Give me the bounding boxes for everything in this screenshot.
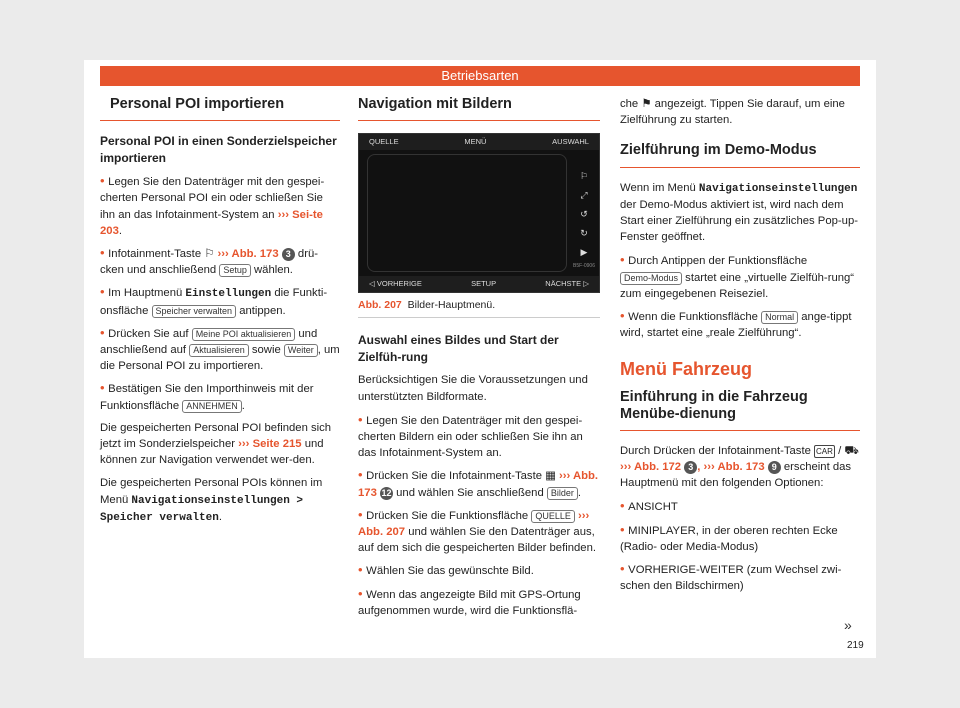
- screen-auswahl-label: AUSWAHL: [552, 137, 589, 147]
- bullet-item: • Legen Sie den Datenträger mit den gespei-cherten Personal POI ein oder schließen Sie ihn an das Infotainment-System an ››› Sei-te 203.: [100, 173, 325, 237]
- section-title-bilder: Navigation mit Bildern: [358, 96, 600, 121]
- flag-icon: ⚐: [204, 248, 215, 261]
- normal-label: Normal: [761, 311, 798, 324]
- screen-naechste-label: NÄCHSTE ▷: [545, 279, 589, 289]
- paragraph: che ⚑ angezeigt. Tippen Sie darauf, um eine Zielführung zu starten.: [620, 98, 845, 127]
- figure-reference[interactable]: ››› Abb. 172: [620, 461, 682, 474]
- callout-number: 3: [684, 461, 697, 474]
- column-3: [620, 96, 860, 600]
- page-reference[interactable]: ››› Seite 215: [238, 438, 302, 451]
- setup-button-label: Setup: [219, 264, 251, 277]
- section-title-poi: Personal POI importieren: [100, 96, 340, 121]
- bullet-item: • Bestätigen Sie den Importhinweis mit der Funktionsfläche ANNEHMEN .: [100, 380, 314, 412]
- bullet-dot-icon: •: [620, 498, 629, 514]
- flag-icon: ⚐: [579, 171, 589, 182]
- bullet-item: • Drücken Sie die Funktionsfläche QUELLE ››› Abb. 207 und wählen Sie den Datenträger aus, auf dem sich die gespeicherten Bilder befinden.: [358, 506, 597, 555]
- bullet-item: • Drücken Sie die Infotainment-Taste ▦ ››› Abb. 173 12 und wählen Sie anschließend Bilder .: [358, 467, 599, 499]
- bullet-dot-icon: •: [620, 521, 629, 537]
- screen-menu-label: MENÜ: [464, 137, 487, 147]
- car-menu-icon: ⛟: [844, 444, 859, 457]
- bullet-item: • VORHERIGE-WEITER (zum Wechsel zwi-schen den Bildschirmen): [620, 561, 842, 593]
- rotate-left-icon: ↺: [580, 209, 588, 220]
- continue-marker: »: [844, 617, 852, 633]
- figure-reference[interactable]: , ››› Abb. 173: [697, 461, 765, 474]
- annehmen-label: ANNEHMEN: [182, 400, 242, 413]
- fullscreen-icon: ⤢: [580, 190, 588, 201]
- bullet-dot-icon: •: [358, 467, 367, 483]
- screen-image-area: [367, 154, 567, 272]
- car-icon: CAR: [816, 446, 833, 456]
- bullet-dot-icon: •: [358, 411, 367, 427]
- bullet-item: • Drücken Sie auf Meine POI aktualisieren und anschließend auf Aktualisieren sowie Weiter , um die Personal POI zu importieren.: [100, 324, 340, 373]
- flag-icon: ⚑: [641, 98, 652, 110]
- bullet-item: • Wählen Sie das gewünschte Bild.: [358, 562, 534, 578]
- bullet-dot-icon: •: [100, 245, 109, 261]
- bullet-dot-icon: •: [100, 380, 109, 396]
- bullet-item: • MINIPLAYER, in der oberen rechten Ecke (Radio- oder Media-Modus): [620, 521, 838, 553]
- bullet-dot-icon: •: [358, 506, 367, 522]
- bullet-dot-icon: •: [620, 252, 629, 268]
- bilder-label: Bilder: [547, 487, 578, 500]
- bullet-dot-icon: •: [358, 585, 367, 601]
- bullet-dot-icon: •: [358, 562, 367, 578]
- meine-poi-label: Meine POI aktualisieren: [192, 328, 296, 341]
- paragraph: Die gespeicherten Personal POI befinden sich jetzt im Sonderzielspeicher ››› Seite 215 und können zur Navigation verwendet wer-den.: [100, 421, 332, 467]
- rotate-right-icon: ↻: [580, 228, 588, 239]
- quelle-label: QUELLE: [531, 510, 575, 523]
- paragraph: Die gespeicherten Personal POIs können im Menü Navigationseinstellungen > Speicher verwalten.: [100, 477, 323, 524]
- aktualisieren-label: Aktualisieren: [189, 344, 249, 357]
- screen-quelle-label: QUELLE: [369, 137, 399, 147]
- section-title-demo: Zielführung im Demo-Modus: [620, 142, 860, 167]
- speicher-verwalten-label: Speicher verwalten: [152, 305, 237, 318]
- subtitle-bild: Auswahl eines Bildes und Start der Zielfüh-rung: [358, 333, 559, 365]
- bullet-dot-icon: •: [620, 561, 629, 577]
- bullet-item: • Infotainment-Taste ⚐ ››› Abb. 173 3 drü-cken und anschließend Setup wählen.: [100, 245, 318, 277]
- bullet-item: • Wenn die Funktionsfläche Normal ange-tippt wird, startet eine „reale Zielführung“.: [620, 308, 852, 340]
- section-title-fahrzeug: Einführung in die Fahrzeug Menübe-dienung: [620, 389, 860, 430]
- callout-number: 12: [381, 487, 392, 498]
- page-number: 219: [847, 640, 864, 651]
- figure-reference[interactable]: ››› Abb. 173: [358, 470, 599, 499]
- images-icon: ▦: [545, 470, 556, 483]
- paragraph: Durch Drücken der Infotainment-Taste CAR / ⛟ ››› Abb. 172 3 , ››› Abb. 173 9 erscheint das Hauptmenü mit den folgenden Optionen:: [620, 444, 859, 490]
- bullet-dot-icon: •: [100, 284, 109, 300]
- callout-number: 3: [282, 248, 295, 261]
- bullet-item: • Legen Sie den Datenträger mit den gespei-cherten Bildern ein oder schließen Sie ihn an das Infotainment-System an.: [358, 411, 583, 460]
- bullet-dot-icon: •: [620, 308, 629, 324]
- paragraph: Wenn im Menü Navigationseinstellungen der Demo-Modus aktiviert ist, wird nach dem Start einer Zielführung ein zusätzliches Pop-up-Fenster geöffnet.: [620, 181, 858, 244]
- figure-reference[interactable]: ››› Abb. 207: [358, 509, 590, 539]
- column-1: [100, 96, 340, 533]
- screen-setup-label: SETUP: [471, 279, 497, 289]
- column-2: [358, 96, 600, 625]
- demo-modus-label: Demo-Modus: [620, 272, 682, 285]
- bullet-dot-icon: •: [100, 173, 109, 189]
- bullet-item: • ANSICHT: [620, 498, 678, 514]
- page-reference[interactable]: ››› Sei-te 203: [100, 208, 323, 237]
- play-icon: ▶: [580, 247, 588, 258]
- menu-path: Navigationseinstellungen > Speicher verwalten: [100, 494, 304, 524]
- screen-top-bar: [359, 134, 599, 150]
- chapter-header: Betriebsarten: [100, 66, 860, 86]
- bullet-item: • Wenn das angezeigte Bild mit GPS-Ortung aufgenommen wurde, wird die Funktionsflä-: [358, 585, 581, 617]
- weiter-label: Weiter: [284, 344, 318, 357]
- paragraph: Berücksichtigen Sie die Voraussetzungen und unterstützten Bildformate.: [358, 374, 588, 403]
- chapter-title-fahrzeug: Menü Fahrzeug: [620, 359, 753, 380]
- screen-bottom-bar: [359, 276, 599, 292]
- callout-number: 9: [768, 461, 781, 474]
- screen-vorherige-label: ◁ VORHERIGE: [369, 279, 422, 289]
- bullet-item: • Durch Antippen der Funktionsfläche Demo-Modus startet eine „virtuelle Zielfüh-rung“ zum eingegebenen Reiseziel.: [620, 252, 855, 300]
- bullet-item: • Im Hauptmenü Einstellungen die Funkti-onsfläche Speicher verwalten antippen.: [100, 284, 328, 317]
- bullet-dot-icon: •: [100, 324, 109, 340]
- subtitle-poi: Personal POI in einen Sonderzielspeicher importieren: [100, 134, 337, 166]
- menu-name: Einstellungen: [185, 288, 272, 301]
- infotainment-screen-figure: [358, 133, 600, 293]
- menu-name: Navigationseinstellungen: [698, 182, 858, 195]
- screen-side-controls: [573, 168, 595, 259]
- figure-caption: Abb. 207 Bilder-Hauptmenü.: [358, 297, 600, 318]
- figure-reference[interactable]: ››› Abb. 173: [217, 248, 279, 261]
- figure-code: B5F-0906: [573, 263, 595, 269]
